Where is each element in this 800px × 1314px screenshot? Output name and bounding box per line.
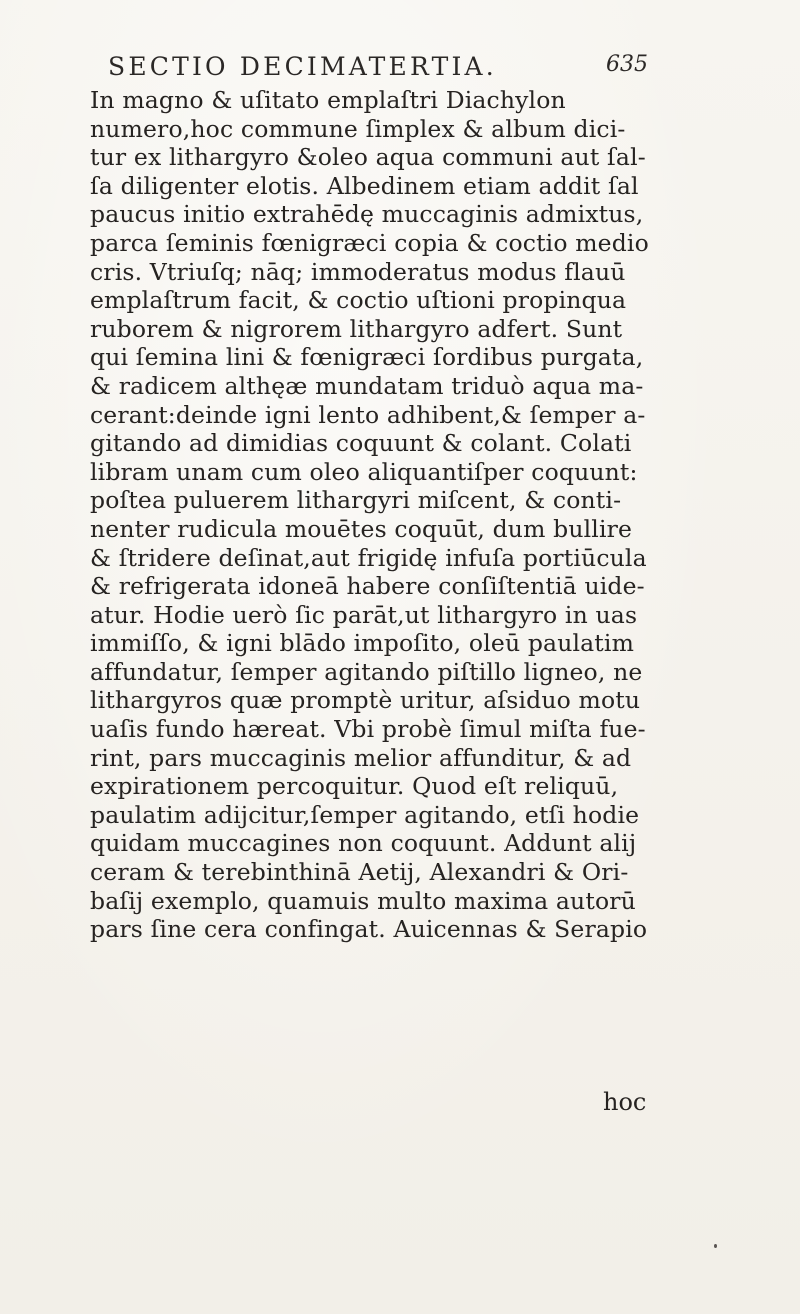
- text-line: immiſſo, & igni blādo impoſito, oleū paulatim: [90, 629, 635, 658]
- text-line: pars ſine cera confingat. Auicennas & Serapio: [90, 915, 648, 944]
- text-line: poſtea puluerem lithargyri miſcent, & conti-: [90, 486, 622, 515]
- text-line: uaſis fundo hæreat. Vbi probè ſimul miſta fue-: [90, 715, 646, 744]
- section-title: SECTIO DECIMATERTIA.: [108, 52, 497, 81]
- text-line: nenter rudicula mouētes coquūt, dum bullire: [90, 514, 633, 543]
- text-line: tur ex lithargyro &oleo aqua communi aut ſal-: [90, 143, 646, 172]
- ink-speck: [714, 1244, 717, 1248]
- text-line: ſa diligenter elotis. Albedinem etiam addit ſal: [90, 171, 639, 200]
- text-line: quidam muccagines non coquunt. Addunt alij: [90, 829, 637, 858]
- catchword: hoc: [603, 1088, 647, 1116]
- body-text: [90, 86, 650, 944]
- text-line: numero,hoc commune ſimplex & album dici-: [90, 114, 626, 143]
- text-line: & ſtridere deſinat,aut frigidę infuſa portiūcula: [90, 543, 647, 572]
- text-line: atur. Hodie uerò ſic parāt,ut lithargyro in uas: [90, 600, 638, 629]
- text-line: & refrigerata idoneā habere conſiſtentiā uide-: [90, 572, 645, 601]
- text-line: parca ſeminis fœnigræci copia & coctio medio: [90, 228, 649, 257]
- text-line: emplaſtrum facit, & coctio uſtioni propinqua: [90, 286, 627, 315]
- page-number: 635: [606, 52, 648, 77]
- text-line: paulatim adijcitur,ſemper agitando, etſi hodie: [90, 800, 640, 829]
- text-line: baſij exemplo, quamuis multo maxima autorū: [90, 886, 636, 915]
- text-line: cris. Vtriuſq; nāq; immoderatus modus flauū: [90, 257, 626, 286]
- running-head: [108, 52, 648, 82]
- text-line: qui ſemina lini & fœnigræci ſordibus purgata,: [90, 343, 644, 372]
- text-line: lithargyros quæ promptè uritur, aſsiduo motu: [90, 686, 641, 715]
- text-line: libram unam cum oleo aliquantiſper coquunt:: [90, 457, 638, 486]
- text-line: affundatur, ſemper agitando piſtillo ligneo, ne: [90, 657, 643, 686]
- text-line: In magno & uſitato emplaſtri Diachylon: [90, 86, 566, 114]
- text-line: cerant:deinde igni lento adhibent,& ſemper a-: [90, 400, 646, 429]
- text-line: ceram & terebinthinā Aetij, Alexandri & Ori-: [90, 858, 629, 887]
- text-line: rint, pars muccaginis melior affunditur, & ad: [90, 743, 632, 772]
- text-line: paucus initio extrahēdę muccaginis admixtus,: [90, 200, 644, 229]
- text-line: & radicem althęæ mundatam triduò aqua ma-: [90, 371, 644, 400]
- text-line: gitando ad dimidias coquunt & colant. Colati: [90, 429, 632, 458]
- text-line: expirationem percoquitur. Quod eſt reliquū,: [90, 772, 619, 801]
- text-line: ruborem & nigrorem lithargyro adfert. Sunt: [90, 314, 623, 343]
